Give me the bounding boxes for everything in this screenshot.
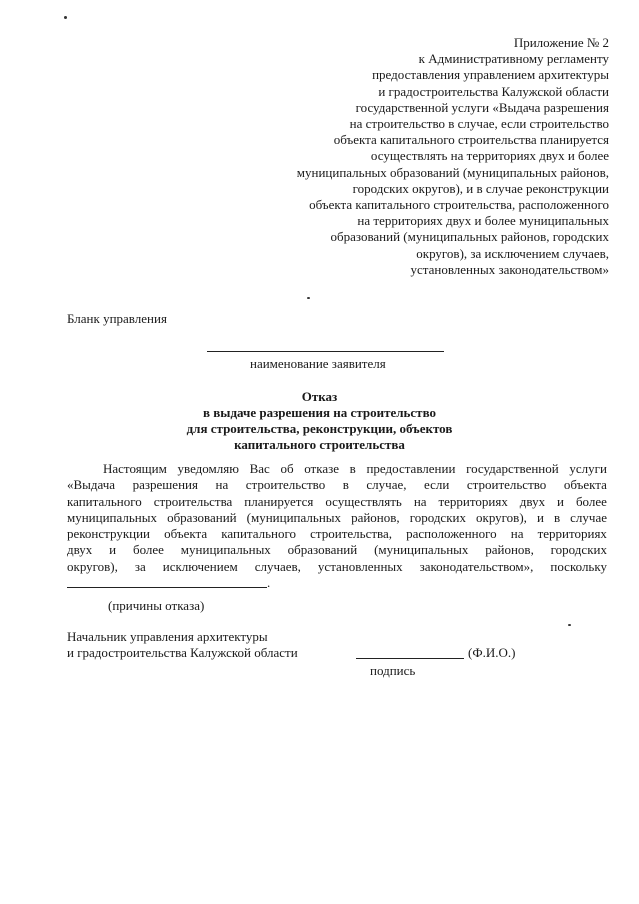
signer-line: Начальник управления архитектуры [67, 629, 268, 644]
body-word: на [215, 477, 229, 493]
body-line [67, 461, 607, 477]
appendix-line: городских округов), и в случае реконструкции [352, 180, 609, 196]
body-line [67, 477, 607, 493]
body-word: в [553, 509, 561, 525]
appendix-line: осуществлять на территориях двух и более [370, 148, 609, 164]
body-word: расположенного [406, 526, 497, 542]
letterhead-label: Бланк управления [67, 311, 167, 326]
reason-end: . [267, 575, 271, 591]
body-word: более [132, 542, 164, 558]
body-word: об [280, 461, 294, 476]
body-word: уведомляю [177, 461, 239, 476]
signature-fill-line [356, 658, 464, 659]
body-word: государственной [466, 461, 559, 476]
body-word: на [510, 526, 524, 542]
signer-line: и градостроительства Калужской области [67, 645, 298, 660]
body-word: более [575, 493, 607, 509]
appendix-line: установленных законодательством» [410, 261, 609, 277]
appendix-header [249, 35, 609, 278]
body-word: случае [570, 509, 607, 525]
reason-caption: (причины отказа) [108, 598, 205, 613]
signature-caption: подпись [370, 663, 416, 678]
body-word: округов), [67, 558, 118, 574]
body-word: городских [550, 542, 607, 558]
body-word: поскольку [550, 558, 607, 574]
body-word: строительство [245, 477, 326, 493]
body-word: строительство [466, 477, 547, 493]
body-word: если [424, 477, 450, 493]
body-word: случае, [366, 477, 407, 493]
body-word: капитального [67, 493, 142, 509]
appendix-line: муниципальных образований (муниципальных районов, [296, 164, 609, 180]
body-line [67, 559, 607, 575]
body-line [67, 494, 607, 510]
body-word: за [134, 558, 146, 574]
body-word: районов, [351, 509, 400, 525]
body-word: в [349, 461, 356, 476]
body-word: районов, [485, 542, 534, 558]
body-word: капитального [221, 526, 297, 542]
body-word: объекта [563, 477, 607, 493]
appendix-line: к Административному регламенту [418, 51, 609, 67]
scan-speck [307, 297, 310, 299]
body-word: округов), [476, 509, 527, 525]
body-line [67, 526, 607, 542]
applicant-fill-line [207, 351, 444, 352]
title-line: капитального строительства [234, 437, 405, 452]
body-word: объекта [164, 526, 208, 542]
body-word: (муниципальных [374, 542, 469, 558]
body-line [67, 542, 607, 558]
body-word: установленных [317, 558, 403, 574]
appendix-line: государственной услуги «Выдача разрешения [355, 99, 609, 115]
appendix-line: и градостроительства Калужской области [378, 83, 609, 99]
body-word: двух [67, 542, 93, 558]
body-word: двух [519, 493, 546, 509]
appendix-line: объекта капитального строительства планируется [333, 132, 609, 148]
body-word: исключением [162, 558, 238, 574]
body-word: законодательством», [419, 558, 534, 574]
body-word: территориях [438, 493, 508, 509]
reason-row [67, 575, 607, 591]
body-word: строительства, [310, 526, 393, 542]
body-word: Настоящим [103, 461, 167, 476]
body-word: строительства [153, 493, 233, 509]
body-word: на [413, 493, 427, 509]
body-word: (муниципальных [246, 509, 342, 525]
document-title [0, 389, 639, 453]
body-word: осуществлять [325, 493, 402, 509]
appendix-line: образований (муниципальных районов, городских [330, 229, 609, 245]
reason-fill-line [67, 575, 267, 588]
body-word: реконструкции [67, 526, 151, 542]
body-word: муниципальных [67, 509, 158, 525]
body-word: разрешения [132, 477, 198, 493]
body-word: и [109, 542, 117, 558]
title-line: для строительства, реконструкции, объектов [186, 421, 453, 436]
body-word: случаев, [254, 558, 301, 574]
body-word: предоставлении [366, 461, 456, 476]
signer-position [67, 629, 298, 661]
body-word: муниципальных [180, 542, 271, 558]
body-word: в [342, 477, 349, 493]
body-word: Вас [249, 461, 270, 476]
body-word: образований [287, 542, 358, 558]
appendix-line: на территориях двух и более муниципальных [357, 213, 609, 229]
applicant-caption: наименование заявителя [250, 356, 386, 371]
body-word: услуги [569, 461, 607, 476]
appendix-line: предоставления управлением архитектуры [372, 67, 609, 83]
appendix-line: на строительство в случае, если строительство [349, 116, 609, 132]
appendix-line: Приложение № 2 [513, 35, 609, 50]
body-word: территориях [537, 526, 607, 542]
body-word: отказе [304, 461, 340, 476]
body-word: образований [167, 509, 237, 525]
title-line: в выдаче разрешения на строительство [203, 405, 436, 420]
appendix-line: объекта капитального строительства, расположенного [309, 197, 609, 213]
notice-body [67, 461, 607, 591]
body-word: городских [409, 509, 466, 525]
appendix-line: округов), за исключением случаев, [416, 245, 609, 261]
scan-speck [64, 16, 67, 19]
body-word: и [536, 509, 544, 525]
fio-label: (Ф.И.О.) [468, 645, 516, 660]
title-line: Отказ [301, 389, 338, 404]
body-word: и [557, 493, 564, 509]
scan-speck [568, 624, 571, 626]
body-word: «Выдача [67, 477, 116, 493]
body-word: планируется [244, 493, 314, 509]
body-line [67, 510, 607, 526]
